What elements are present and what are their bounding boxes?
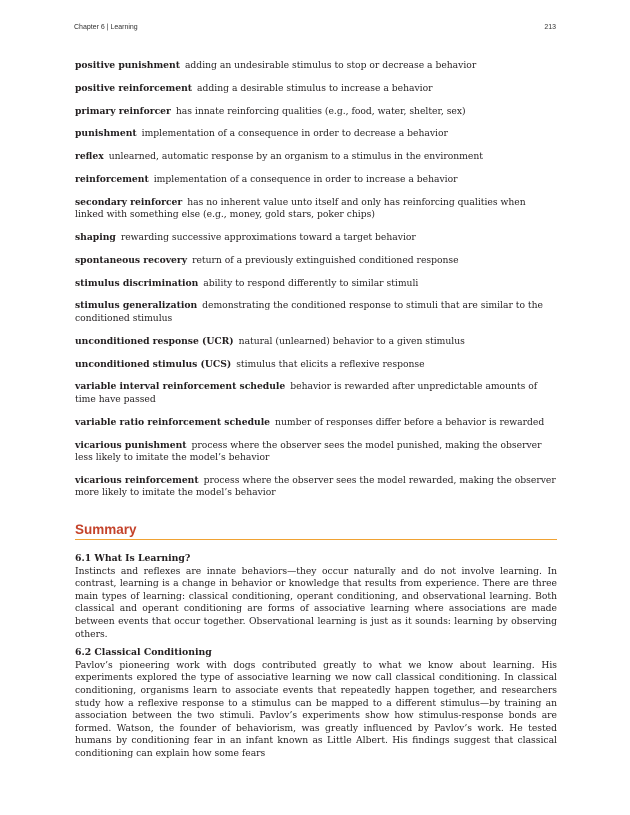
- glossary-definition: rewarding successive approximations toward a target behavior: [120, 232, 416, 244]
- glossary-entry: [75, 128, 557, 141]
- section-text: Instincts and reflexes are innate behaviors—they occur naturally and do not involve learning. In contrast, learning is a change in behavior or knowledge that results from experience. There are three main types of learning: classical conditioning, operant conditioning, and observational learning. Both classical and operant conditioning are forms of associative learning where associations are made between events that occur together. Observational learning is just as it sounds: learning by observing others.: [75, 565, 557, 640]
- glossary-definition: implementation of a consequence in order to increase a behavior: [153, 173, 458, 185]
- glossary-term: vicarious reinforcement: [75, 474, 199, 486]
- glossary-term: positive reinforcement: [75, 82, 193, 94]
- summary-body: [75, 553, 557, 767]
- glossary-entry: [75, 232, 557, 245]
- section-title: 6.2 Classical Conditioning: [75, 647, 212, 659]
- glossary-entry: [75, 440, 557, 465]
- page-number: 213: [544, 24, 556, 31]
- glossary-definition: natural (unlearned) behavior to a given stimulus: [238, 335, 465, 347]
- glossary-term: secondary reinforcer: [75, 196, 183, 208]
- glossary-term: vicarious punishment: [75, 439, 187, 451]
- glossary-list: [75, 60, 557, 510]
- glossary-entry: [75, 381, 557, 406]
- glossary-entry: [75, 151, 557, 164]
- chapter-title: Chapter 6 | Learning: [74, 24, 138, 31]
- glossary-definition: ability to respond differently to similar stimuli: [203, 277, 419, 289]
- glossary-definition: demonstrating the conditioned response to stimuli that are similar to the conditioned stimulus: [75, 300, 543, 324]
- glossary-entry: [75, 106, 557, 119]
- glossary-entry: [75, 255, 557, 268]
- glossary-term: stimulus discrimination: [75, 277, 199, 289]
- glossary-term: unconditioned stimulus (UCS): [75, 358, 232, 370]
- glossary-definition: adding an undesirable stimulus to stop or decrease a behavior: [184, 60, 477, 71]
- glossary-term: spontaneous recovery: [75, 254, 188, 266]
- glossary-entry: [75, 278, 557, 291]
- glossary-entry: [75, 336, 557, 349]
- summary-section: [75, 647, 557, 760]
- glossary-term: shaping: [75, 232, 116, 244]
- glossary-entry: [75, 197, 557, 222]
- glossary-term: positive punishment: [75, 60, 180, 71]
- glossary-definition: process where the observer sees the model rewarded, making the observer more likely to imitate the model’s behavior: [75, 474, 556, 499]
- glossary-entry: [75, 475, 557, 500]
- running-header: [74, 24, 556, 36]
- glossary-definition: unlearned, automatic response by an organism to a stimulus in the environment: [108, 151, 483, 163]
- glossary-entry: [75, 60, 557, 73]
- glossary-entry: [75, 83, 557, 96]
- glossary-entry: [75, 417, 557, 430]
- glossary-term: stimulus generalization: [75, 300, 198, 312]
- summary-heading: Summary: [75, 522, 557, 540]
- glossary-term: variable interval reinforcement schedule: [75, 381, 286, 393]
- glossary-entry: [75, 174, 557, 187]
- glossary-entry: [75, 300, 557, 325]
- glossary-definition: has no inherent value unto itself and only has reinforcing qualities when linked with something else (e.g., money, gold stars, poker chips): [75, 196, 526, 221]
- glossary-entry: [75, 359, 557, 372]
- glossary-term: primary reinforcer: [75, 105, 171, 117]
- summary-section: [75, 553, 557, 641]
- glossary-definition: number of responses differ before a behavior is rewarded: [275, 416, 545, 428]
- glossary-definition: return of a previously extinguished conditioned response: [192, 254, 459, 266]
- glossary-definition: adding a desirable stimulus to increase a behavior: [197, 82, 433, 94]
- glossary-term: reinforcement: [75, 173, 149, 185]
- section-title: 6.1 What Is Learning?: [75, 553, 191, 564]
- glossary-term: punishment: [75, 128, 137, 140]
- glossary-term: reflex: [75, 151, 104, 163]
- glossary-definition: process where the observer sees the model punished, making the observer less likely to imitate the model’s behavior: [75, 439, 542, 464]
- glossary-term: variable ratio reinforcement schedule: [75, 416, 271, 428]
- glossary-term: unconditioned response (UCR): [75, 335, 234, 347]
- glossary-definition: stimulus that elicits a reflexive response: [236, 358, 425, 370]
- section-text: Pavlov’s pioneering work with dogs contributed greatly to what we know about learning. His experiments explored the type of associative learning we now call classical conditioning. In classical conditioning, organisms learn to associate events that repeatedly happen together, and researchers study how a reflexive response to a stimulus can be mapped to a different stimulus—by training an association between the two stimuli. Pavlov’s experiments show how stimulus-response bonds are formed. Watson, the founder of behaviorism, was greatly influenced by Pavlov’s work. He tested humans by conditioning fear in an infant known as Little Albert. His findings suggest that classical conditioning can explain how some fears: [75, 659, 557, 759]
- glossary-definition: implementation of a consequence in order to decrease a behavior: [141, 128, 448, 140]
- glossary-definition: has innate reinforcing qualities (e.g., food, water, shelter, sex): [175, 105, 466, 117]
- glossary-definition: behavior is rewarded after unpredictable amounts of time have passed: [75, 381, 538, 405]
